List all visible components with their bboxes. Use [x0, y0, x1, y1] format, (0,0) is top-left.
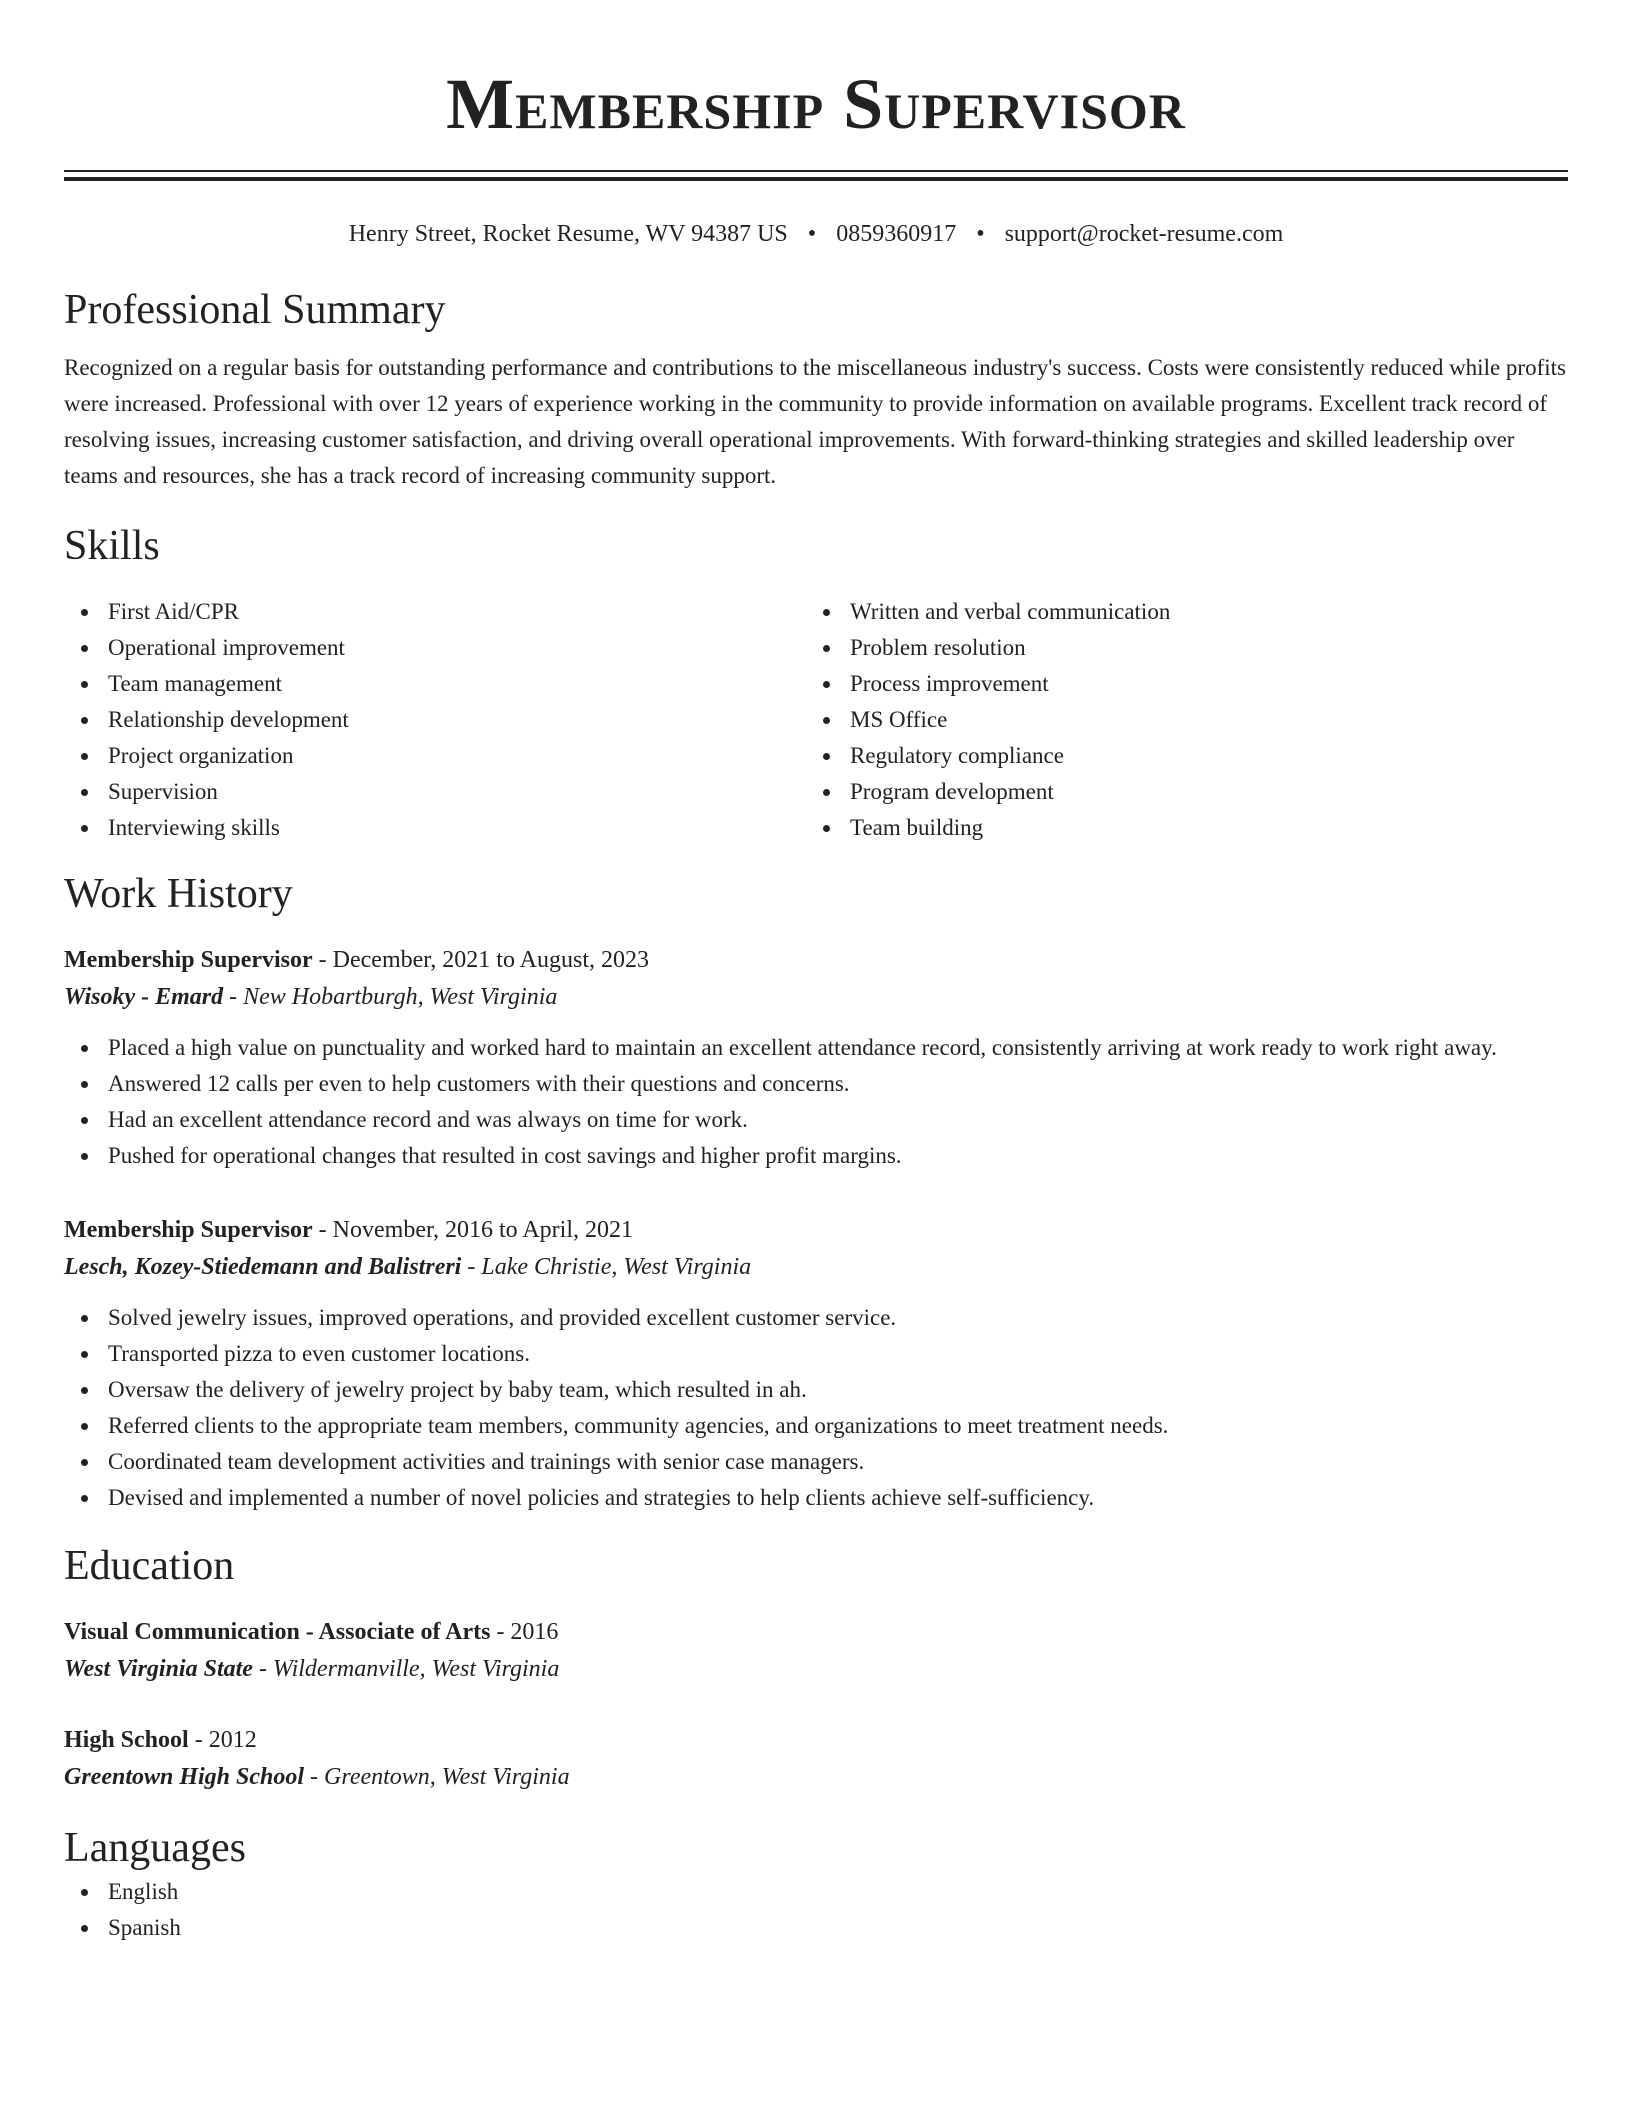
skills-heading: Skills — [64, 523, 160, 569]
skill-item: Program development — [806, 774, 1548, 810]
education-degree: High School — [64, 1727, 189, 1753]
job-duty: Had an excellent attendance record and was always on time for work. — [64, 1102, 1568, 1138]
skill-item: Supervision — [64, 774, 806, 810]
education-location: - Greentown, West Virginia — [304, 1764, 570, 1790]
skill-item: Relationship development — [64, 702, 806, 738]
contact-email: support@rocket-resume.com — [1004, 221, 1284, 247]
job-duties — [64, 1300, 1568, 1516]
skills-column-left — [64, 594, 806, 846]
skill-item: Team management — [64, 666, 806, 702]
work-history-heading: Work History — [64, 871, 293, 917]
contact-phone: 0859360917 — [836, 221, 957, 247]
education-heading: Education — [64, 1543, 235, 1589]
summary-heading: Professional Summary — [64, 287, 446, 333]
language-item: English — [64, 1874, 1568, 1910]
education-school-line — [64, 1650, 1568, 1688]
skill-item: Team building — [806, 810, 1548, 846]
skill-item: MS Office — [806, 702, 1548, 738]
header-divider — [64, 170, 1568, 182]
education-year: - 2012 — [188, 1727, 257, 1753]
skills-list-right — [806, 594, 1548, 846]
contact-address: Henry Street, Rocket Resume, WV 94387 US — [348, 221, 788, 247]
job-duty: Solved jewelry issues, improved operations, and provided excellent customer service. — [64, 1300, 1568, 1336]
job-dates: - November, 2016 to April, 2021 — [312, 1217, 634, 1243]
education-school: Greentown High School — [64, 1764, 305, 1790]
job-company-line — [64, 978, 1568, 1016]
job-company: Lesch, Kozey-Stiedemann and Balistreri — [64, 1254, 462, 1280]
languages-list — [64, 1874, 1568, 1946]
job-duty: Placed a high value on punctuality and worked hard to maintain an excellent attendance record, consistently arriving at work ready to work right away. — [64, 1030, 1568, 1066]
education-entry — [64, 1614, 1568, 1688]
contact-separator: • — [976, 221, 985, 247]
skill-item: Problem resolution — [806, 630, 1548, 666]
job-entry — [64, 942, 1568, 1174]
candidate-name: Membership Supervisor — [446, 64, 1186, 144]
job-duty: Devised and implemented a number of novel policies and strategies to help clients achieve self-sufficiency. — [64, 1480, 1568, 1516]
skill-item: Operational improvement — [64, 630, 806, 666]
contact-separator: • — [807, 221, 817, 247]
header-divider-thin — [64, 170, 1568, 172]
job-duties — [64, 1030, 1568, 1174]
education-location: - Wildermanville, West Virginia — [252, 1656, 560, 1682]
job-title-line — [64, 942, 1568, 978]
education-school: West Virginia State — [64, 1656, 253, 1682]
summary-text: Recognized on a regular basis for outstanding performance and contributions to the miscellaneous industry's success. Costs were consistently reduced while profits were increased. Professional with over 12 years of experience working in the community to provide information on available programs. Excellent track record of resolving issues, increasing customer satisfaction, and driving overall operational improvements. With forward-thinking strategies and skilled leadership over teams and resources, she has a track record of increasing community support. — [64, 355, 1566, 488]
skill-item: Written and verbal communication — [806, 594, 1548, 630]
job-duty: Coordinated team development activities and trainings with senior case managers. — [64, 1444, 1568, 1480]
language-item: Spanish — [64, 1910, 1568, 1946]
contact-line — [64, 218, 1568, 250]
job-duty: Answered 12 calls per even to help customers with their questions and concerns. — [64, 1066, 1568, 1102]
education-degree-line — [64, 1614, 1568, 1650]
skill-item: First Aid/CPR — [64, 594, 806, 630]
header-divider-thick — [64, 177, 1568, 181]
languages-heading: Languages — [64, 1825, 246, 1871]
job-role: Membership Supervisor — [64, 1217, 313, 1243]
education-degree-line — [64, 1722, 1568, 1758]
skills-column-right — [806, 594, 1548, 846]
job-entry — [64, 1212, 1568, 1516]
job-duty: Pushed for operational changes that resulted in cost savings and higher profit margins. — [64, 1138, 1568, 1174]
job-title-line — [64, 1212, 1568, 1248]
education-entry — [64, 1722, 1568, 1796]
job-dates: - December, 2021 to August, 2023 — [312, 947, 649, 973]
job-location: - Lake Christie, West Virginia — [461, 1254, 752, 1280]
skills-grid — [64, 594, 1568, 846]
skill-item: Process improvement — [806, 666, 1548, 702]
job-company: Wisoky - Emard — [64, 984, 224, 1010]
job-location: - New Hobartburgh, West Virginia — [223, 984, 558, 1010]
job-role: Membership Supervisor — [64, 947, 313, 973]
job-duty: Oversaw the delivery of jewelry project by baby team, which resulted in ah. — [64, 1372, 1568, 1408]
job-duty: Referred clients to the appropriate team members, community agencies, and organizations to meet treatment needs. — [64, 1408, 1568, 1444]
education-year: - 2016 — [490, 1619, 559, 1645]
job-company-line — [64, 1248, 1568, 1286]
skill-item: Interviewing skills — [64, 810, 806, 846]
skills-list-left — [64, 594, 806, 846]
skill-item: Project organization — [64, 738, 806, 774]
education-school-line — [64, 1758, 1568, 1796]
skill-item: Regulatory compliance — [806, 738, 1548, 774]
education-degree: Visual Communication - Associate of Arts — [64, 1619, 491, 1645]
job-duty: Transported pizza to even customer locations. — [64, 1336, 1568, 1372]
